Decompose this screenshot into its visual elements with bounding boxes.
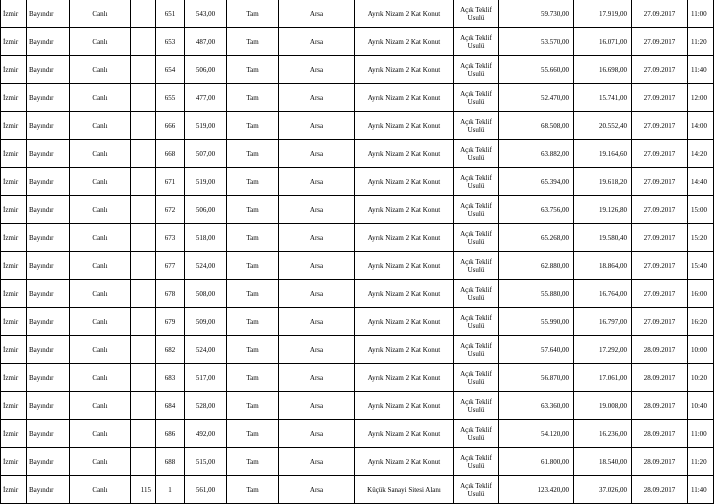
cell-area: 506,00 [185,56,227,84]
table-body [1,0,714,504]
cell-neighborhood: Canlı [70,308,131,336]
cell-zoning: Ayrık Nizam 2 Kat Konut [355,140,454,168]
cell-deposit: 16.071,00 [574,28,632,56]
cell-price: 63.882,00 [499,140,574,168]
cell-date: 27.09.2017 [632,28,688,56]
cell-type: Arsa [279,112,355,140]
cell-deposit: 16.698,00 [574,56,632,84]
cell-date: 27.09.2017 [632,56,688,84]
cell-date: 28.09.2017 [632,448,688,476]
cell-zoning: Ayrık Nizam 2 Kat Konut [355,420,454,448]
cell-time: 15:20 [688,224,714,252]
cell-parcel: 673 [156,224,185,252]
cell-neighborhood: Canlı [70,84,131,112]
cell-neighborhood: Canlı [70,420,131,448]
cell-block [131,224,156,252]
cell-time: 15:00 [688,196,714,224]
cell-deposit: 19.008,00 [574,392,632,420]
cell-date: 27.09.2017 [632,280,688,308]
cell-type: Arsa [279,336,355,364]
cell-date: 27.09.2017 [632,140,688,168]
cell-neighborhood: Canlı [70,336,131,364]
cell-province: İzmir [1,140,27,168]
cell-method: Açık Teklif Usulü [454,28,499,56]
table-row [1,28,714,56]
cell-zoning: Ayrık Nizam 2 Kat Konut [355,196,454,224]
cell-time: 11:40 [688,56,714,84]
cell-zoning: Ayrık Nizam 2 Kat Konut [355,280,454,308]
cell-area: 508,00 [185,280,227,308]
cell-deposit: 19.126,80 [574,196,632,224]
cell-block [131,252,156,280]
cell-type: Arsa [279,364,355,392]
cell-parcel: 668 [156,140,185,168]
cell-type: Arsa [279,420,355,448]
cell-parcel: 1 [156,476,185,504]
cell-method: Açık Teklif Usulü [454,308,499,336]
cell-share: Tam [227,476,279,504]
cell-price: 54.120,00 [499,420,574,448]
cell-share: Tam [227,448,279,476]
cell-block [131,196,156,224]
cell-area: 519,00 [185,112,227,140]
cell-price: 55.660,00 [499,56,574,84]
cell-zoning: Ayrık Nizam 2 Kat Konut [355,364,454,392]
cell-date: 27.09.2017 [632,252,688,280]
cell-block [131,0,156,28]
cell-parcel: 684 [156,392,185,420]
cell-district: Bayındır [27,28,70,56]
cell-district: Bayındır [27,336,70,364]
cell-date: 27.09.2017 [632,112,688,140]
cell-method: Açık Teklif Usulü [454,168,499,196]
cell-zoning: Ayrık Nizam 2 Kat Konut [355,112,454,140]
cell-province: İzmir [1,308,27,336]
table-row [1,364,714,392]
cell-price: 55.990,00 [499,308,574,336]
cell-area: 506,00 [185,196,227,224]
cell-share: Tam [227,28,279,56]
cell-neighborhood: Canlı [70,56,131,84]
cell-time: 10:00 [688,336,714,364]
cell-zoning: Ayrık Nizam 2 Kat Konut [355,56,454,84]
cell-block: 115 [131,476,156,504]
cell-area: 543,00 [185,0,227,28]
cell-district: Bayındır [27,280,70,308]
cell-area: 528,00 [185,392,227,420]
cell-zoning: Ayrık Nizam 2 Kat Konut [355,308,454,336]
cell-area: 524,00 [185,252,227,280]
cell-price: 62.880,00 [499,252,574,280]
cell-district: Bayındır [27,392,70,420]
cell-price: 63.756,00 [499,196,574,224]
cell-deposit: 19.164,60 [574,140,632,168]
table-row [1,308,714,336]
table-row [1,476,714,504]
cell-area: 524,00 [185,336,227,364]
cell-price: 55.880,00 [499,280,574,308]
cell-time: 11:20 [688,448,714,476]
cell-share: Tam [227,252,279,280]
cell-share: Tam [227,0,279,28]
cell-province: İzmir [1,168,27,196]
cell-share: Tam [227,392,279,420]
cell-price: 56.870,00 [499,364,574,392]
cell-parcel: 677 [156,252,185,280]
cell-share: Tam [227,280,279,308]
cell-district: Bayındır [27,112,70,140]
cell-province: İzmir [1,448,27,476]
cell-province: İzmir [1,0,27,28]
cell-date: 27.09.2017 [632,196,688,224]
cell-province: İzmir [1,420,27,448]
cell-method: Açık Teklif Usulü [454,84,499,112]
cell-type: Arsa [279,196,355,224]
cell-zoning: Ayrık Nizam 2 Kat Konut [355,448,454,476]
cell-area: 487,00 [185,28,227,56]
cell-zoning: Ayrık Nizam 2 Kat Konut [355,0,454,28]
cell-area: 515,00 [185,448,227,476]
cell-area: 518,00 [185,224,227,252]
cell-price: 63.360,00 [499,392,574,420]
cell-time: 16:20 [688,308,714,336]
cell-area: 477,00 [185,84,227,112]
cell-block [131,392,156,420]
cell-date: 27.09.2017 [632,224,688,252]
cell-district: Bayındır [27,420,70,448]
cell-type: Arsa [279,0,355,28]
cell-district: Bayındır [27,308,70,336]
cell-share: Tam [227,336,279,364]
cell-province: İzmir [1,224,27,252]
cell-parcel: 688 [156,448,185,476]
cell-price: 65.268,00 [499,224,574,252]
cell-province: İzmir [1,476,27,504]
cell-share: Tam [227,364,279,392]
cell-parcel: 671 [156,168,185,196]
table-row [1,224,714,252]
cell-province: İzmir [1,196,27,224]
cell-block [131,112,156,140]
table-row [1,0,714,28]
cell-date: 28.09.2017 [632,476,688,504]
cell-area: 517,00 [185,364,227,392]
cell-type: Arsa [279,224,355,252]
cell-method: Açık Teklif Usulü [454,0,499,28]
cell-province: İzmir [1,252,27,280]
cell-province: İzmir [1,336,27,364]
cell-price: 65.394,00 [499,168,574,196]
cell-neighborhood: Canlı [70,476,131,504]
cell-type: Arsa [279,252,355,280]
cell-area: 561,00 [185,476,227,504]
cell-deposit: 19.618,20 [574,168,632,196]
cell-price: 57.640,00 [499,336,574,364]
cell-zoning: Ayrık Nizam 2 Kat Konut [355,84,454,112]
cell-method: Açık Teklif Usulü [454,112,499,140]
cell-zoning: Ayrık Nizam 2 Kat Konut [355,28,454,56]
cell-district: Bayındır [27,140,70,168]
cell-province: İzmir [1,112,27,140]
table-row [1,252,714,280]
cell-method: Açık Teklif Usulü [454,476,499,504]
cell-deposit: 17.061,00 [574,364,632,392]
cell-district: Bayındır [27,168,70,196]
cell-district: Bayındır [27,364,70,392]
cell-date: 28.09.2017 [632,364,688,392]
cell-block [131,336,156,364]
cell-method: Açık Teklif Usulü [454,364,499,392]
cell-time: 11:00 [688,0,714,28]
cell-neighborhood: Canlı [70,140,131,168]
cell-area: 507,00 [185,140,227,168]
cell-neighborhood: Canlı [70,0,131,28]
cell-deposit: 17.292,00 [574,336,632,364]
cell-deposit: 20.552,40 [574,112,632,140]
table-row [1,196,714,224]
cell-block [131,84,156,112]
cell-share: Tam [227,420,279,448]
cell-time: 12:00 [688,84,714,112]
table-row [1,168,714,196]
table-row [1,140,714,168]
cell-zoning: Ayrık Nizam 2 Kat Konut [355,392,454,420]
cell-share: Tam [227,168,279,196]
cell-district: Bayındır [27,224,70,252]
cell-zoning: Ayrık Nizam 2 Kat Konut [355,168,454,196]
cell-province: İzmir [1,56,27,84]
table-row [1,420,714,448]
cell-time: 11:40 [688,476,714,504]
cell-parcel: 666 [156,112,185,140]
cell-type: Arsa [279,84,355,112]
cell-district: Bayındır [27,56,70,84]
cell-price: 53.570,00 [499,28,574,56]
cell-time: 14:00 [688,112,714,140]
cell-parcel: 672 [156,196,185,224]
cell-deposit: 19.580,40 [574,224,632,252]
cell-neighborhood: Canlı [70,28,131,56]
cell-province: İzmir [1,84,27,112]
cell-district: Bayındır [27,476,70,504]
cell-date: 28.09.2017 [632,420,688,448]
cell-share: Tam [227,224,279,252]
table-row [1,84,714,112]
cell-neighborhood: Canlı [70,252,131,280]
cell-time: 11:20 [688,28,714,56]
cell-method: Açık Teklif Usulü [454,392,499,420]
cell-method: Açık Teklif Usulü [454,420,499,448]
cell-deposit: 15.741,00 [574,84,632,112]
cell-method: Açık Teklif Usulü [454,140,499,168]
cell-block [131,140,156,168]
cell-neighborhood: Canlı [70,224,131,252]
cell-deposit: 17.919,00 [574,0,632,28]
cell-time: 14:40 [688,168,714,196]
table-row [1,56,714,84]
cell-method: Açık Teklif Usulü [454,224,499,252]
cell-area: 509,00 [185,308,227,336]
cell-time: 14:20 [688,140,714,168]
cell-time: 10:40 [688,392,714,420]
cell-district: Bayındır [27,448,70,476]
cell-deposit: 37.026,00 [574,476,632,504]
cell-date: 27.09.2017 [632,168,688,196]
cell-type: Arsa [279,56,355,84]
cell-district: Bayındır [27,252,70,280]
cell-neighborhood: Canlı [70,112,131,140]
cell-time: 16:00 [688,280,714,308]
cell-deposit: 18.540,00 [574,448,632,476]
cell-method: Açık Teklif Usulü [454,336,499,364]
cell-date: 28.09.2017 [632,392,688,420]
cell-time: 11:00 [688,420,714,448]
cell-deposit: 16.236,00 [574,420,632,448]
cell-parcel: 679 [156,308,185,336]
cell-date: 27.09.2017 [632,308,688,336]
table-row [1,448,714,476]
cell-price: 61.800,00 [499,448,574,476]
cell-district: Bayındır [27,0,70,28]
cell-neighborhood: Canlı [70,168,131,196]
cell-share: Tam [227,196,279,224]
cell-deposit: 18.864,00 [574,252,632,280]
table-row [1,392,714,420]
cell-block [131,420,156,448]
cell-method: Açık Teklif Usulü [454,448,499,476]
cell-block [131,308,156,336]
cell-province: İzmir [1,28,27,56]
cell-type: Arsa [279,280,355,308]
cell-method: Açık Teklif Usulü [454,196,499,224]
cell-area: 519,00 [185,168,227,196]
cell-area: 492,00 [185,420,227,448]
cell-deposit: 16.797,00 [574,308,632,336]
cell-type: Arsa [279,476,355,504]
cell-neighborhood: Canlı [70,364,131,392]
cell-parcel: 682 [156,336,185,364]
cell-date: 27.09.2017 [632,0,688,28]
cell-type: Arsa [279,168,355,196]
cell-neighborhood: Canlı [70,448,131,476]
cell-date: 28.09.2017 [632,336,688,364]
cell-province: İzmir [1,392,27,420]
cell-parcel: 654 [156,56,185,84]
cell-time: 10:20 [688,364,714,392]
cell-parcel: 653 [156,28,185,56]
cell-parcel: 686 [156,420,185,448]
cell-parcel: 678 [156,280,185,308]
cell-district: Bayındır [27,84,70,112]
cell-share: Tam [227,308,279,336]
cell-province: İzmir [1,364,27,392]
cell-zoning: Küçük Sanayi Sitesi Alanı [355,476,454,504]
cell-share: Tam [227,140,279,168]
cell-block [131,168,156,196]
cell-date: 27.09.2017 [632,84,688,112]
cell-neighborhood: Canlı [70,280,131,308]
cell-parcel: 655 [156,84,185,112]
cell-share: Tam [227,56,279,84]
cell-block [131,448,156,476]
cell-block [131,28,156,56]
cell-price: 59.730,00 [499,0,574,28]
cell-zoning: Ayrık Nizam 2 Kat Konut [355,224,454,252]
cell-method: Açık Teklif Usulü [454,252,499,280]
cell-block [131,280,156,308]
cell-deposit: 16.764,00 [574,280,632,308]
cell-type: Arsa [279,308,355,336]
cell-price: 123.420,00 [499,476,574,504]
cell-type: Arsa [279,28,355,56]
table-row [1,112,714,140]
table-row [1,336,714,364]
cell-neighborhood: Canlı [70,392,131,420]
cell-share: Tam [227,112,279,140]
cell-time: 15:40 [688,252,714,280]
cell-zoning: Ayrık Nizam 2 Kat Konut [355,252,454,280]
cell-price: 68.508,00 [499,112,574,140]
cell-zoning: Ayrık Nizam 2 Kat Konut [355,336,454,364]
cell-price: 52.470,00 [499,84,574,112]
cell-district: Bayındır [27,196,70,224]
cell-method: Açık Teklif Usulü [454,56,499,84]
cell-type: Arsa [279,140,355,168]
cell-type: Arsa [279,448,355,476]
cell-neighborhood: Canlı [70,196,131,224]
cell-province: İzmir [1,280,27,308]
cell-block [131,56,156,84]
cell-block [131,364,156,392]
cell-method: Açık Teklif Usulü [454,280,499,308]
cell-share: Tam [227,84,279,112]
cell-type: Arsa [279,392,355,420]
cell-parcel: 651 [156,0,185,28]
cell-parcel: 683 [156,364,185,392]
table-row [1,280,714,308]
